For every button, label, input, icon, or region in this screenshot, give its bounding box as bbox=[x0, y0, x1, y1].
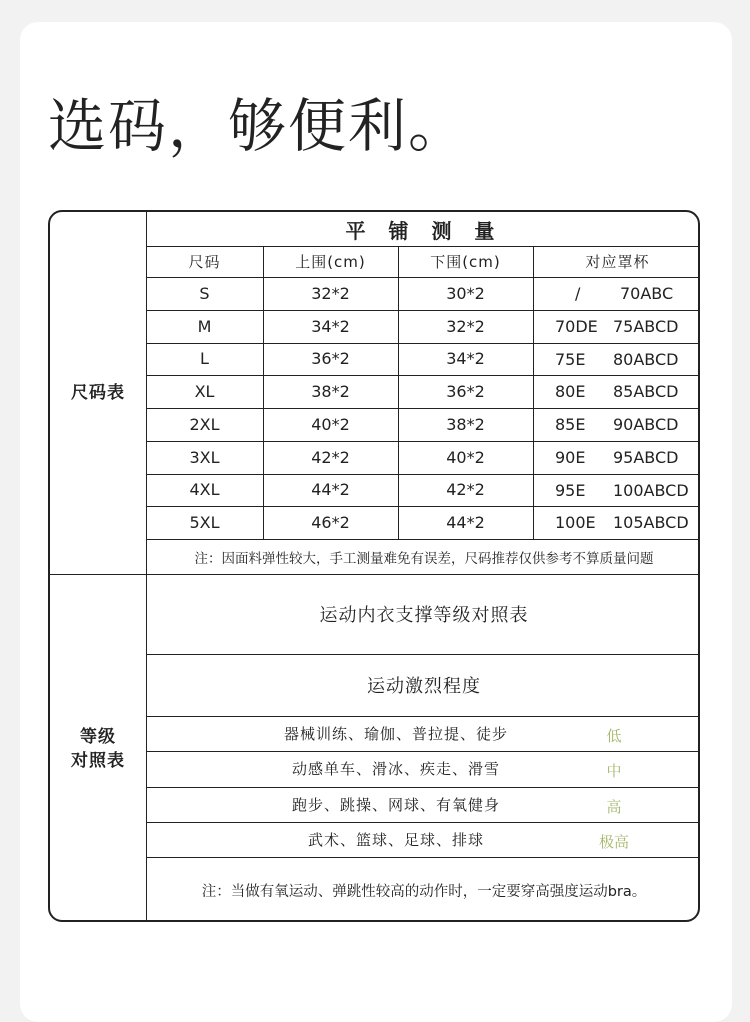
upper-cell: 36*2 bbox=[311, 349, 350, 369]
cup-primary: 80E bbox=[555, 382, 586, 402]
lower-cell: 34*2 bbox=[446, 349, 485, 369]
upper-cell: 44*2 bbox=[311, 480, 350, 500]
cup-secondary: 95ABCD bbox=[613, 447, 679, 467]
activity-list: 跑步、跳操、网球、有氧健身 bbox=[291, 795, 500, 814]
activity-list: 武术、篮球、足球、排球 bbox=[307, 830, 484, 849]
support-level-title: 运动内衣支撑等级对照表 bbox=[319, 605, 529, 626]
cup-primary: 90E bbox=[555, 447, 586, 467]
cup-secondary: 100ABCD bbox=[613, 480, 689, 500]
activity-list: 器械训练、瑜伽、普拉提、徒步 bbox=[283, 725, 508, 744]
cup-primary: 95E bbox=[555, 480, 586, 500]
cup-secondary: 75ABCD bbox=[613, 316, 679, 336]
upper-cell: 46*2 bbox=[311, 513, 350, 533]
size-cell: 2XL bbox=[189, 414, 220, 434]
cup-primary: 70DE bbox=[555, 316, 598, 336]
upper-cell: 34*2 bbox=[311, 316, 350, 336]
support-level: 中 bbox=[606, 762, 622, 781]
upper-cell: 42*2 bbox=[311, 447, 350, 467]
lower-cell: 42*2 bbox=[446, 480, 485, 500]
header-size: 尺码 bbox=[188, 253, 221, 271]
lower-cell: 36*2 bbox=[446, 382, 485, 402]
cup-primary: 85E bbox=[555, 415, 586, 434]
support-level: 极高 bbox=[598, 832, 629, 851]
size-cell: 5XL bbox=[189, 513, 220, 533]
size-chart-table bbox=[48, 210, 700, 922]
intensity-subtitle: 运动激烈程度 bbox=[367, 676, 481, 697]
size-cell: 4XL bbox=[189, 480, 220, 500]
size-cell: L bbox=[200, 349, 209, 369]
size-cell: S bbox=[199, 283, 210, 303]
level-section-label bbox=[50, 574, 146, 922]
level-note: 注：当做有氧运动、弹跳性较高的动作时，一定要穿高强度运动bra。 bbox=[201, 884, 647, 900]
size-cell: M bbox=[197, 316, 212, 336]
header-upper: 上围(cm) bbox=[295, 253, 366, 271]
column-divider bbox=[533, 246, 534, 539]
size-section-label-text: 尺码表 bbox=[71, 383, 125, 403]
lower-cell: 44*2 bbox=[446, 513, 485, 533]
cup-secondary: 80ABCD bbox=[613, 349, 679, 369]
cup-primary: / bbox=[575, 284, 581, 303]
flat-measure-title: 平 铺 测 量 bbox=[345, 218, 503, 243]
cup-secondary: 90ABCD bbox=[613, 415, 679, 434]
upper-cell: 40*2 bbox=[311, 414, 350, 434]
cup-secondary: 70ABC bbox=[620, 284, 674, 303]
size-section-label bbox=[50, 212, 146, 574]
level-section-label-line2: 对照表 bbox=[71, 751, 125, 771]
header-lower: 下围(cm) bbox=[430, 253, 501, 271]
upper-cell: 38*2 bbox=[311, 382, 350, 402]
size-cell: XL bbox=[194, 382, 215, 402]
header-cup: 对应罩杯 bbox=[585, 253, 650, 271]
cup-secondary: 105ABCD bbox=[613, 513, 689, 533]
support-level: 低 bbox=[606, 727, 622, 746]
activity-list: 动感单车、滑冰、疾走、滑雪 bbox=[291, 760, 500, 779]
lower-cell: 30*2 bbox=[446, 283, 485, 303]
cup-primary: 75E bbox=[555, 349, 586, 369]
lower-cell: 40*2 bbox=[446, 447, 485, 467]
size-note: 注：因面料弹性较大，手工测量难免有误差，尺码推荐仅供参考不算质量问题 bbox=[194, 550, 654, 567]
lower-cell: 38*2 bbox=[446, 414, 485, 434]
upper-cell: 32*2 bbox=[311, 283, 350, 303]
page-title: 选码，够便利。 bbox=[48, 92, 469, 160]
lower-cell: 32*2 bbox=[446, 316, 485, 336]
size-cell: 3XL bbox=[189, 447, 220, 467]
cup-primary: 100E bbox=[555, 513, 596, 533]
support-level: 高 bbox=[606, 797, 622, 816]
level-section-label-line1: 等级 bbox=[80, 727, 116, 747]
cup-secondary: 85ABCD bbox=[613, 382, 679, 402]
